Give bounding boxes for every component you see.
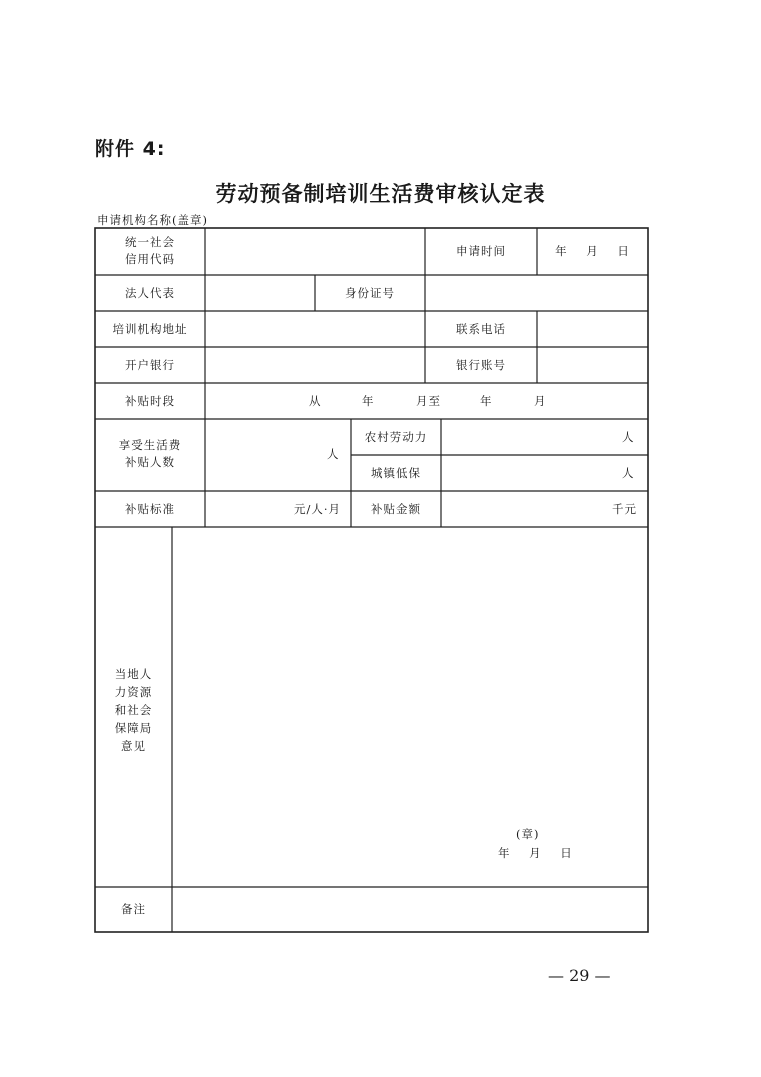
apply-time-label: 申请时间 (456, 244, 506, 258)
standard-unit: 元/人·月 (293, 502, 341, 516)
amount-unit: 千元 (612, 502, 637, 516)
legal-rep-label: 法人代表 (125, 286, 175, 300)
subsidy-people-label (95, 437, 205, 471)
page-number: — 29 — (548, 966, 611, 985)
hr-bureau-opinion-label (95, 665, 172, 755)
opinion-label-line: 力资源 (114, 685, 153, 699)
period-year-1: 年 (362, 394, 375, 408)
address-label: 培训机构地址 (112, 322, 188, 336)
urban-lowincome-label: 城镇低保 (371, 466, 421, 480)
credit-code-label-line2: 信用代码 (125, 252, 175, 266)
opinion-label-line: 当地人 (114, 667, 153, 681)
annex-label: 附件 4: (95, 138, 166, 160)
period-label: 补贴时段 (125, 394, 175, 408)
standard-label: 补贴标准 (125, 502, 175, 516)
seal-label: (章) (516, 827, 540, 841)
opinion-label-line: 和社会 (114, 703, 153, 717)
document-title: 劳动预备制培训生活费审核认定表 (215, 182, 546, 206)
period-year-2: 年 (480, 394, 493, 408)
urban-lowincome-unit: 人 (622, 466, 635, 480)
amount-label: 补贴金额 (371, 502, 421, 516)
account-label: 银行账号 (456, 358, 506, 372)
sign-date: 年 月 日 (498, 846, 573, 860)
id-number-label: 身份证号 (345, 286, 395, 300)
period-month-to: 月至 (416, 394, 441, 408)
applicant-name-label: 申请机构名称(盖章) (97, 213, 208, 227)
bank-label: 开户银行 (125, 358, 175, 372)
opinion-label-line: 保障局 (114, 721, 153, 735)
apply-time-value: 年 月 日 (555, 244, 630, 258)
opinion-label-line: 意见 (121, 739, 146, 753)
subsidy-people-unit: 人 (327, 447, 340, 461)
subsidy-people-label-line1: 享受生活费 (118, 438, 182, 452)
subsidy-people-label-line2: 补贴人数 (125, 455, 175, 469)
rural-labor-label: 农村劳动力 (364, 430, 428, 444)
remarks-label: 备注 (121, 902, 146, 916)
rural-labor-unit: 人 (622, 430, 635, 444)
period-from: 从 (309, 394, 322, 408)
period-month-2: 月 (534, 394, 547, 408)
credit-code-label (95, 234, 205, 268)
phone-label: 联系电话 (456, 322, 506, 336)
credit-code-label-line1: 统一社会 (125, 235, 175, 249)
